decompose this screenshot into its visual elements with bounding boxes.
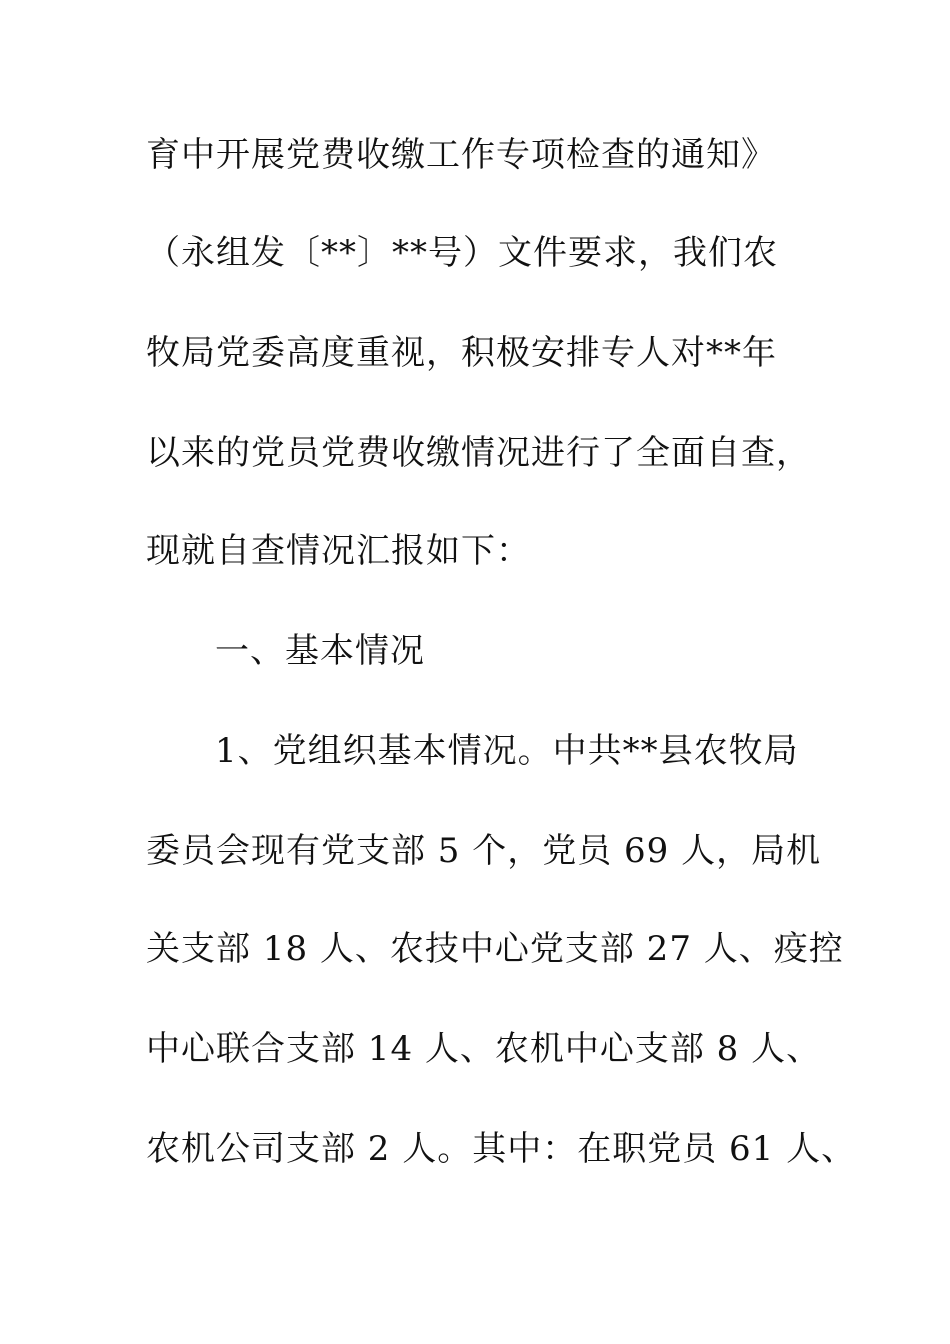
text-line-1: 育中开展党费收缴工作专项检查的通知》 [146,135,776,175]
text-line-3: 牧局党委高度重视，积极安排专人对**年 [146,333,777,373]
text-line-4: 以来的党员党费收缴情况进行了全面自查， [146,433,811,473]
text-line-10: 中心联合支部 14 人、农机中心支部 8 人、 [146,1029,822,1069]
text-line-9: 关支部 18 人、农技中心党支部 27 人、疫控 [146,929,844,969]
text-line-2: （永组发〔**〕**号）文件要求，我们农 [146,233,778,273]
text-line-8: 委员会现有党支部 5 个，党员 69 人，局机 [146,831,822,871]
text-line-5: 现就自查情况汇报如下： [146,531,531,571]
section-heading: 一、基本情况 [215,631,425,671]
paragraph-first-line: 1、党组织基本情况。中共**县农牧局 [215,731,799,771]
text-line-11: 农机公司支部 2 人。其中：在职党员 61 人、 [146,1129,857,1169]
